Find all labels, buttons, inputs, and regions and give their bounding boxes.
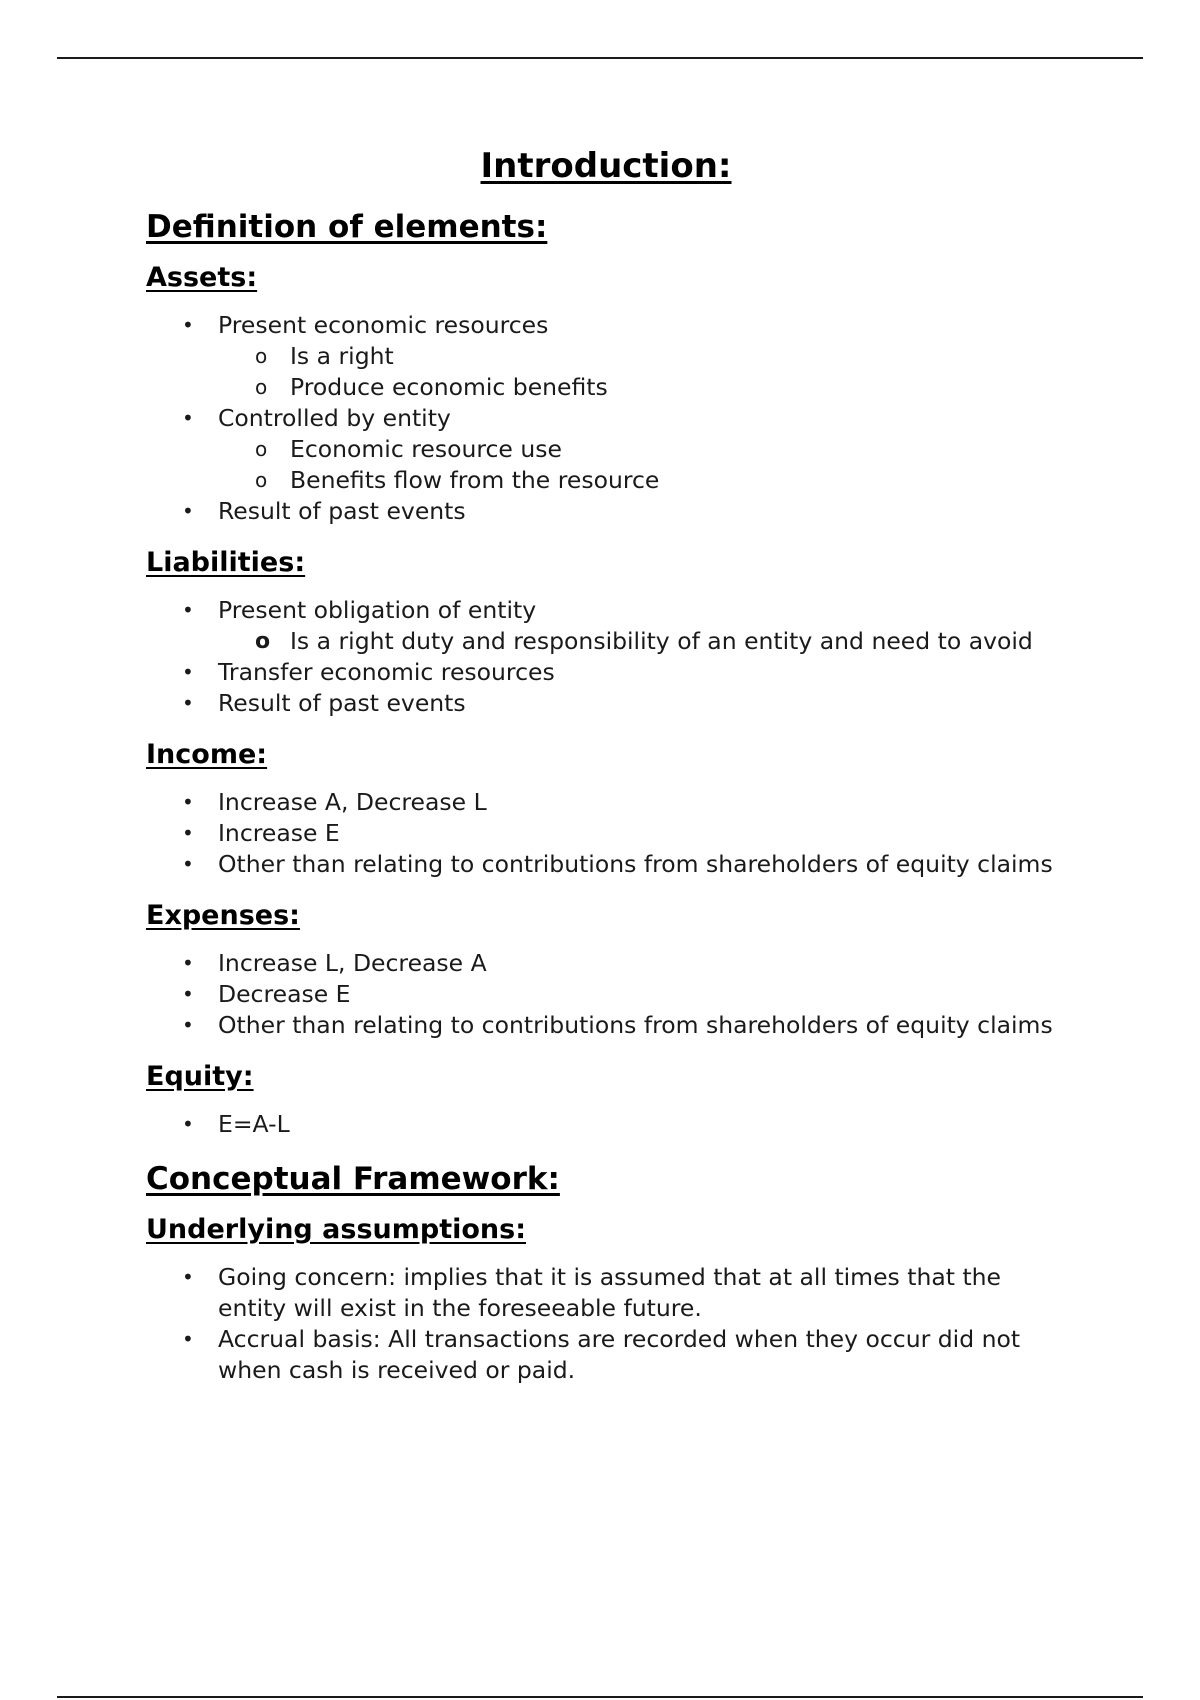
framework-heading: Conceptual Framework: (146, 1161, 560, 1197)
liabilities-list (146, 595, 1066, 719)
list-item (146, 310, 1066, 403)
assumptions-list (146, 1262, 1066, 1386)
list-item-text: Increase L, Decrease A (218, 949, 487, 977)
bullet-icon: • (182, 1265, 194, 1289)
sub-list-item (218, 626, 1066, 657)
income-list (146, 787, 1066, 880)
sub-list (218, 626, 1066, 657)
document-body (146, 142, 1066, 1404)
bullet-icon: • (182, 1112, 194, 1136)
sub-list-item (218, 372, 1066, 403)
list-item (146, 1010, 1066, 1041)
sub-list (218, 341, 1066, 403)
bullet-icon: • (182, 313, 194, 337)
list-item (146, 818, 1066, 849)
bullet-icon: • (182, 660, 194, 684)
sub-list-item-text: Benefits flow from the resource (290, 466, 660, 494)
liabilities-heading: Liabilities: (146, 547, 306, 578)
list-item (146, 979, 1066, 1010)
sub-list-item-text: Is a right duty and responsibility of an entity and need to avoid (290, 627, 1033, 655)
equity-list (146, 1109, 1066, 1140)
list-item-text: Going concern: implies that it is assumed that at all times that the entity will exist in the foreseeable future. (218, 1263, 1002, 1322)
list-item (146, 1324, 1066, 1386)
top-rule (57, 57, 1143, 59)
list-item-text: Result of past events (218, 689, 466, 717)
expenses-list (146, 948, 1066, 1041)
circle-bullet-icon: o (255, 437, 268, 461)
list-item-text: Other than relating to contributions from shareholders of equity claims (218, 1011, 1053, 1039)
list-item (146, 403, 1066, 496)
bullet-icon: • (182, 982, 194, 1006)
bullet-icon: • (182, 499, 194, 523)
list-item (146, 849, 1066, 880)
bullet-icon: • (182, 852, 194, 876)
list-item (146, 688, 1066, 719)
bullet-icon: • (182, 1013, 194, 1037)
assets-list (146, 310, 1066, 527)
bullet-icon: • (182, 951, 194, 975)
list-item (146, 787, 1066, 818)
list-item (146, 496, 1066, 527)
bullet-icon: • (182, 598, 194, 622)
expenses-heading: Expenses: (146, 900, 300, 931)
list-item (146, 1262, 1066, 1324)
list-item (146, 948, 1066, 979)
list-item-text: Other than relating to contributions from shareholders of equity claims (218, 850, 1053, 878)
list-item-text: Increase A, Decrease L (218, 788, 487, 816)
list-item-text: Present obligation of entity (218, 596, 537, 624)
circle-bullet-icon: o (255, 468, 268, 492)
circle-bullet-icon: o (255, 629, 271, 654)
page-title: Introduction: (480, 146, 732, 186)
sub-list-item-text: Produce economic benefits (290, 373, 608, 401)
list-item-text: Controlled by entity (218, 404, 451, 432)
list-item-text: Increase E (218, 819, 340, 847)
bullet-icon: • (182, 691, 194, 715)
bullet-icon: • (182, 1327, 194, 1351)
circle-bullet-icon: o (255, 344, 268, 368)
bottom-rule (57, 1696, 1143, 1698)
list-item (146, 1109, 1066, 1140)
sub-list-item-text: Is a right (290, 342, 394, 370)
sub-list (218, 434, 1066, 496)
equity-heading: Equity: (146, 1061, 254, 1092)
list-item-text: E=A-L (218, 1110, 290, 1138)
list-item-text: Transfer economic resources (218, 658, 555, 686)
assumptions-heading: Underlying assumptions: (146, 1214, 527, 1245)
sub-list-item (218, 434, 1066, 465)
bullet-icon: • (182, 406, 194, 430)
sub-list-item (218, 465, 1066, 496)
bullet-icon: • (182, 790, 194, 814)
income-heading: Income: (146, 739, 268, 770)
list-item-text: Accrual basis: All transactions are recorded when they occur did not when cash is received or paid. (218, 1325, 1021, 1384)
circle-bullet-icon: o (255, 375, 268, 399)
list-item (146, 595, 1066, 657)
list-item-text: Present economic resources (218, 311, 549, 339)
sub-list-item (218, 341, 1066, 372)
list-item-text: Result of past events (218, 497, 466, 525)
list-item-text: Decrease E (218, 980, 351, 1008)
bullet-icon: • (182, 821, 194, 845)
definition-heading: Definition of elements: (146, 209, 548, 245)
sub-list-item-text: Economic resource use (290, 435, 562, 463)
assets-heading: Assets: (146, 262, 258, 293)
list-item (146, 657, 1066, 688)
